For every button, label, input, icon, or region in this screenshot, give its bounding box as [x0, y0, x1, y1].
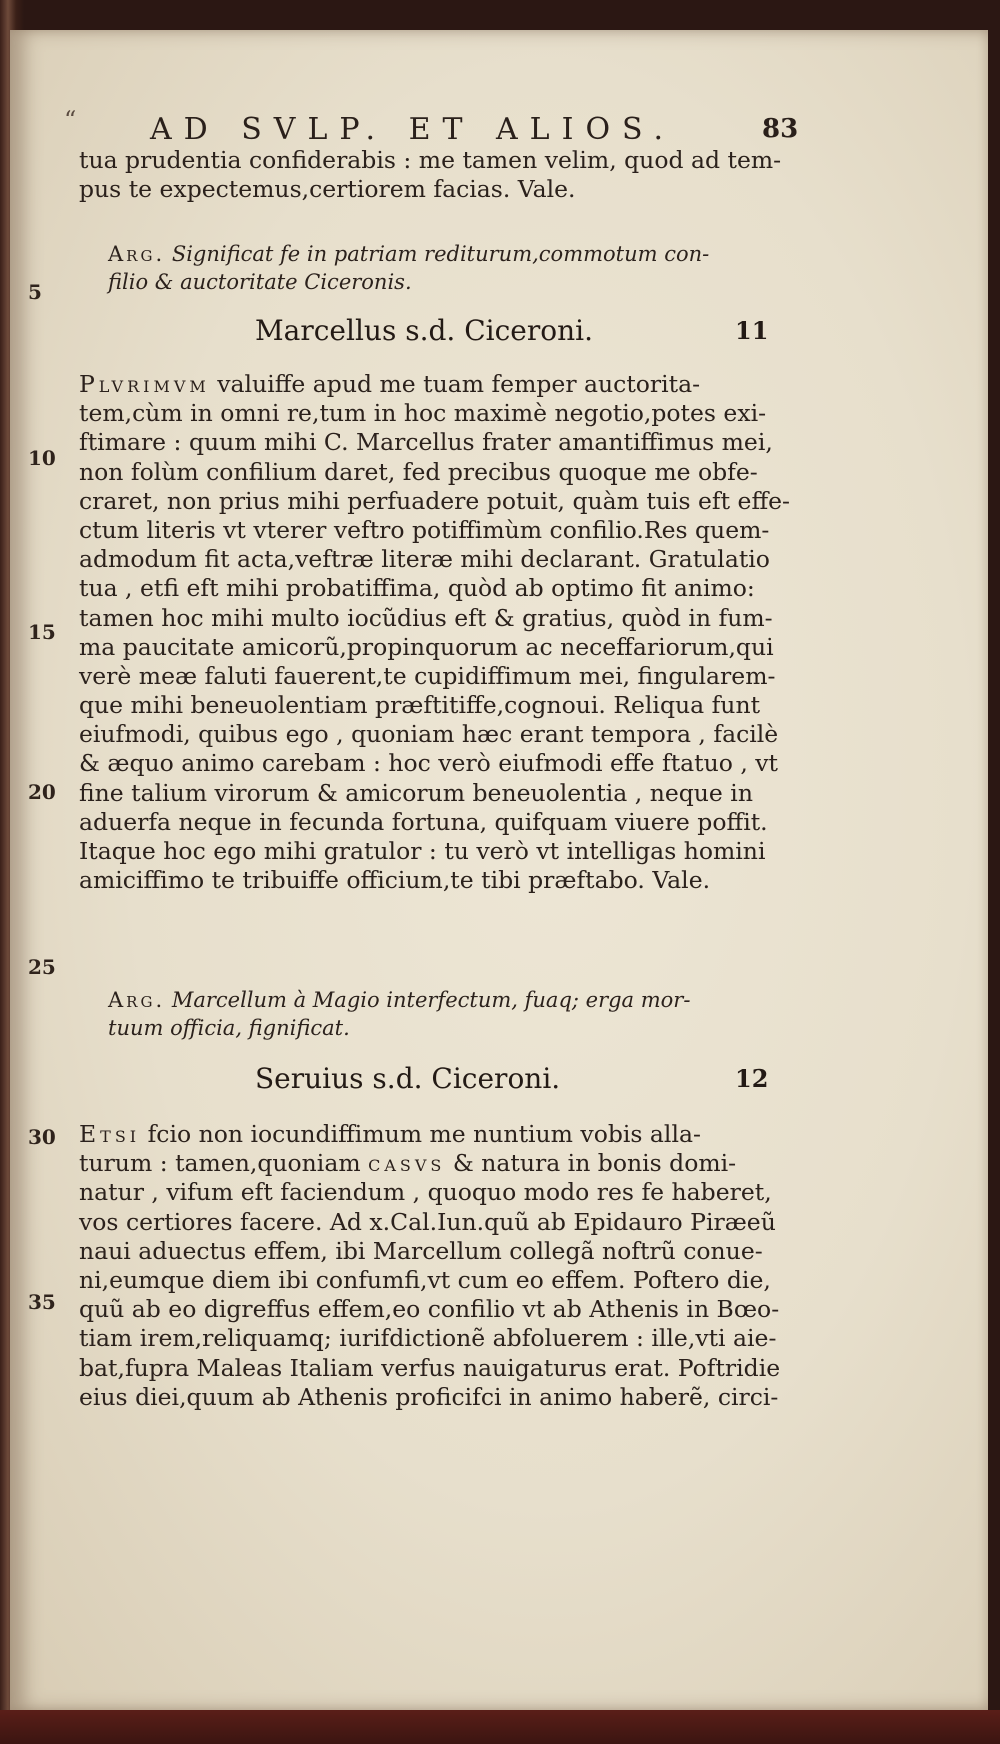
text-line: non folùm confilium daret, fed precibus quoque me obfe-: [79, 457, 758, 486]
text-line: que mihi beneuolentiam præftitiffe,cognoui. Reliqua funt: [79, 691, 761, 720]
text-line: ctum literis vt vterer veftro potiffimùm confilio.Res quem-: [79, 515, 770, 544]
margin-line-number: 25: [28, 955, 56, 979]
letter-initial-word: Etsi: [79, 1120, 141, 1148]
text-line: fcio non iocundiffimum me nuntium vobis alla-: [140, 1120, 701, 1148]
text-line: Itaque hoc ego mihi gratulor : tu verò vt intelligas homini: [79, 837, 766, 865]
text-line: tiam irem,reliquamq; iurifdictionẽ abfoluerem : ille,vti aie-: [79, 1324, 777, 1353]
text-line: aduerfa neque in fecunda fortuna, quifquam viuere poffit.: [79, 807, 768, 836]
margin-line-number: 10: [28, 446, 56, 470]
text-line: turum : tamen,quoniam: [79, 1149, 361, 1178]
text-line: ftimare : quum mihi C. Marcellus frater amantiffimus mei,: [79, 428, 773, 457]
text-line: verè meæ faluti fauerent,te cupidiffimum mei, fingularem-: [79, 661, 776, 690]
text-line: ma paucitate amicorũ,propinquorum ac neceffariorum,qui: [79, 632, 774, 661]
text-line: naui aduectus effem, ibi Marcellum collegã noftrũ conue-: [79, 1236, 763, 1265]
text-line: tua , etfi eft mihi probatiffima, quòd ab optimo fit animo:: [79, 574, 755, 603]
text-line: fine talium virorum & amicorum beneuolentia , neque in: [79, 778, 753, 807]
letter-number: 12: [735, 1064, 769, 1093]
text-line: bat,fupra Maleas Italiam verfus nauigaturus erat. Poftridie: [79, 1353, 781, 1382]
text-line: & æquo animo carebam : hoc verò eiufmodi effe ftatuo , vt: [79, 749, 778, 778]
text-line: tem,cùm in omni re,tum in hoc maximè negotio,potes exi-: [79, 399, 767, 428]
letter-title: Seruius s.d. Ciceroni.: [255, 1062, 561, 1095]
argument-label: Arg.: [108, 242, 166, 266]
page-bottom-edge: [0, 1710, 1000, 1744]
text-line: quũ ab eo digreffus effem,eo confilio vt ab Athenis in Bœo-: [79, 1295, 780, 1324]
header-mark: “: [64, 106, 77, 134]
text-line: craret, non prius mihi perfuadere potuit, quàm tuis eft effe-: [79, 486, 790, 515]
letter-end-text: [79, 146, 789, 204]
argument-line: Significat fe in patriam rediturum,commotum con-: [171, 242, 710, 266]
letter-number: 11: [735, 316, 769, 345]
argument-line: Marcellum à Magio interfectum, fuaq; erga mor-: [171, 988, 691, 1012]
text-line: natur , vifum eft faciendum , quoquo modo res fe haberet,: [79, 1178, 772, 1207]
margin-line-number: 15: [28, 620, 56, 644]
text-line: tamen hoc mihi multo iocũdius eft & gratius, quòd in fum-: [79, 603, 773, 632]
text-line: & natura in bonis domi-: [445, 1149, 737, 1178]
page-number: 83: [762, 114, 799, 144]
running-head: AD SVLP. ET ALIOS.: [150, 112, 676, 147]
argument-line: tuum officia, fignificat.: [108, 1016, 350, 1040]
text-line: vos certiores facere. Ad x.Cal.Iun.quũ ab Epidauro Piræeũ: [79, 1207, 776, 1236]
argument-label: Arg.: [108, 988, 166, 1012]
text-line: admodum fit acta,veftræ literæ mihi declarant. Gratulatio: [79, 545, 770, 574]
letter-12-heading: [0, 1062, 1000, 1102]
letter-11-body: [79, 370, 789, 895]
text-line: amiciffimo te tribuiffe officium,te tibi præftabo. Vale.: [79, 866, 711, 895]
argument-line: filio & auctoritate Ciceronis.: [108, 270, 412, 294]
margin-line-number: 20: [28, 780, 56, 804]
casus-word: casvs: [368, 1149, 446, 1178]
text-line: valuiffe apud me tuam femper auctorita-: [209, 370, 701, 398]
text-line: eius diei,quum ab Athenis proficifci in animo haberẽ, circi-: [79, 1382, 779, 1411]
margin-line-number: 5: [28, 280, 42, 304]
letter-title: Marcellus s.d. Ciceroni.: [255, 314, 593, 347]
text-line: eiufmodi, quibus ego , quoniam hæc erant tempora , facilè: [79, 720, 779, 749]
argument-2: [108, 986, 798, 1042]
letter-11-heading: [0, 314, 1000, 354]
text-line: tua prudentia confiderabis : me tamen velim, quod ad tem-: [79, 146, 782, 174]
letter-12-body: [79, 1120, 789, 1412]
letter-initial-word: Plvrimvm: [79, 370, 210, 398]
margin-line-number: 35: [28, 1290, 56, 1314]
text-line: ni,eumque diem ibi confumfi,vt cum eo effem. Poftero die,: [79, 1265, 771, 1294]
argument-1: [108, 240, 798, 296]
text-line: pus te expectemus,certiorem facias. Vale.: [79, 175, 576, 204]
margin-line-number: 30: [28, 1125, 56, 1149]
